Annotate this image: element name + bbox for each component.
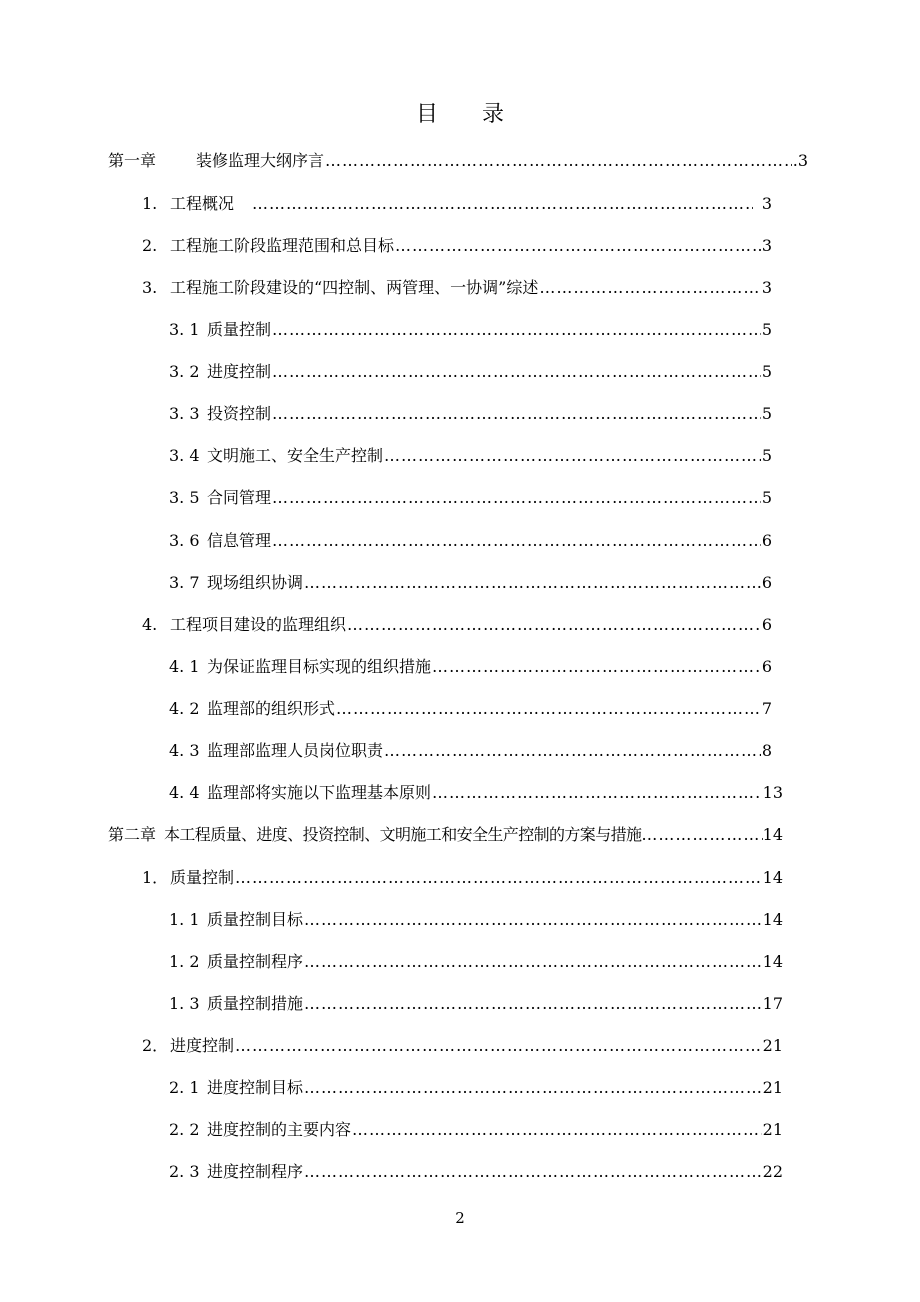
toc-entry-label: 监理部将实施以下监理基本原则 <box>207 783 432 802</box>
toc-entry-chapter-1[interactable] <box>108 150 808 172</box>
toc-entry-label: 文明施工、安全生产控制 <box>207 446 384 465</box>
toc-entry-label: 工程概况 <box>170 194 235 213</box>
toc-leader-dots <box>304 572 761 594</box>
toc-entry-page: 17 <box>762 994 783 1013</box>
toc-leader-dots <box>304 993 762 1015</box>
toc-entry-label: 本工程质量、进度、投资控制、文明施工和安全生产控制的方案与措施 <box>164 825 642 844</box>
toc-entry[interactable] <box>169 993 783 1015</box>
toc-entry-page: 3 <box>761 278 772 297</box>
toc-entry-number: 3. 3 <box>169 404 200 423</box>
toc-leader-dots <box>272 487 761 509</box>
toc-entry-label: 信息管理 <box>207 531 272 550</box>
toc-entry-number: 4. 4 <box>169 783 200 802</box>
toc-leader-dots <box>304 951 762 973</box>
toc-entry-number: 2． <box>142 1036 169 1055</box>
toc-title-char-2: 录 <box>482 102 505 127</box>
toc-entry-number: 4. <box>142 615 158 634</box>
toc-entry-label: 质量控制措施 <box>207 994 304 1013</box>
toc-entry-number: 1. <box>142 194 158 213</box>
toc-entry-page: 5 <box>761 488 772 507</box>
toc-entry[interactable] <box>142 193 772 215</box>
toc-entry-label: 进度控制程序 <box>207 1162 304 1181</box>
toc-leader-dots <box>384 445 761 467</box>
toc-entry[interactable] <box>142 235 772 257</box>
toc-entry[interactable] <box>169 319 772 341</box>
toc-entry-label: 装修监理大纲序言 <box>196 151 325 170</box>
toc-leader-dots <box>432 656 761 678</box>
toc-entry-number: 3. 6 <box>169 531 200 550</box>
toc-entry-label: 质量控制目标 <box>207 910 304 929</box>
toc-entry-label: 监理部监理人员岗位职责 <box>207 741 384 760</box>
toc-entry-label: 为保证监理目标实现的组织措施 <box>207 657 432 676</box>
toc-entry-page: 14 <box>762 868 783 887</box>
toc-entry-page: 22 <box>762 1162 783 1181</box>
toc-entry-number: 1. 3 <box>169 994 200 1013</box>
toc-entry-number: 2. 1 <box>169 1078 200 1097</box>
toc-entry-label: 进度控制的主要内容 <box>207 1120 352 1139</box>
toc-entry-page: 21 <box>762 1078 783 1097</box>
toc-entry-page: 3 <box>761 194 772 213</box>
toc-leader-dots <box>352 1119 762 1141</box>
toc-entry-number: 1. 2 <box>169 952 200 971</box>
toc-entry-number: 3. 2 <box>169 362 200 381</box>
toc-entry[interactable] <box>142 1035 783 1057</box>
toc-leader-dots <box>304 1161 762 1183</box>
toc-entry-page: 5 <box>761 446 772 465</box>
toc-entry-label: 质量控制 <box>207 320 272 339</box>
toc-entry[interactable] <box>142 867 783 889</box>
toc-entry-page: 5 <box>761 320 772 339</box>
toc-entry-label: 现场组织协调 <box>207 573 304 592</box>
toc-entry-label: 工程项目建设的监理组织 <box>170 615 347 634</box>
toc-entry[interactable] <box>169 782 783 804</box>
toc-leader-dots <box>539 277 760 299</box>
toc-entry-label: 进度控制 <box>207 362 272 381</box>
toc-entry-page: 6 <box>761 531 772 550</box>
toc-entry-number: 2. 2 <box>169 1120 200 1139</box>
toc-title-char-1: 目 <box>415 102 438 127</box>
toc-entry-page: 14 <box>762 825 783 844</box>
toc-entry-number: 3. 1 <box>169 320 200 339</box>
toc-entry-page: 14 <box>762 910 783 929</box>
toc-entry[interactable] <box>169 572 772 594</box>
page-number: 2 <box>455 1209 465 1227</box>
toc-entry[interactable] <box>142 614 772 636</box>
toc-entry-label: 监理部的组织形式 <box>207 699 336 718</box>
toc-entry-label: 合同管理 <box>207 488 272 507</box>
toc-entry-label: 进度控制目标 <box>207 1078 304 1097</box>
toc-entry-label: 工程施工阶段监理范围和总目标 <box>170 236 395 255</box>
toc-entry-number: 1． <box>142 868 169 887</box>
toc-entry[interactable] <box>169 1161 783 1183</box>
toc-entry[interactable] <box>169 656 772 678</box>
toc-entry-number: 3. 7 <box>169 573 200 592</box>
toc-entry[interactable] <box>169 445 772 467</box>
toc-entry-number: 第一章 <box>108 151 157 170</box>
toc-entry-label: 质量控制 <box>170 868 235 887</box>
toc-entry-label: 质量控制程序 <box>207 952 304 971</box>
toc-entry-number: 2. 3 <box>169 1162 200 1181</box>
toc-entry[interactable] <box>142 277 772 299</box>
toc-entry-number: 4. 3 <box>169 741 200 760</box>
toc-entry-number: 3. 4 <box>169 446 200 465</box>
toc-leader-dots <box>304 909 762 931</box>
toc-entry-page: .3 <box>792 151 808 170</box>
toc-entry-page: 14 <box>762 952 783 971</box>
toc-leader-dots <box>252 193 753 215</box>
toc-entry-page: 3 <box>761 236 772 255</box>
toc-entry-number: 3. <box>142 278 158 297</box>
toc-entry[interactable] <box>169 403 772 425</box>
toc-entry[interactable] <box>169 1077 783 1099</box>
toc-entry-page: 21 <box>762 1120 783 1139</box>
toc-leader-dots <box>432 782 762 804</box>
toc-entry-page: 6 <box>761 657 772 676</box>
toc-entry-number: 3. 5 <box>169 488 200 507</box>
toc-entry-page: 7 <box>761 699 772 718</box>
toc-entry-chapter-2[interactable] <box>108 824 783 846</box>
toc-entry[interactable] <box>169 487 772 509</box>
toc-leader-dots <box>325 150 792 172</box>
toc-entry-number: 第二章 <box>108 825 157 844</box>
toc-leader-dots <box>272 403 761 425</box>
toc-entry-page: 6 <box>761 615 772 634</box>
toc-entry[interactable] <box>169 361 772 383</box>
toc-entry-label: 工程施工阶段建设的“四控制、两管理、一协调”综述 <box>170 278 539 297</box>
toc-entry-page: 13 <box>762 783 783 802</box>
toc-entry[interactable] <box>169 698 772 720</box>
toc-leader-dots <box>235 867 762 889</box>
toc-entry-page: 5 <box>761 404 772 423</box>
toc-leader-dots <box>347 614 761 636</box>
toc-entry[interactable] <box>169 740 772 762</box>
toc-leader-dots <box>272 319 761 341</box>
toc-entry-number: 4. 1 <box>169 657 200 676</box>
toc-entry[interactable] <box>169 1119 783 1141</box>
toc-entry-number: 2. <box>142 236 158 255</box>
toc-leader-dots <box>304 1077 762 1099</box>
toc-entry-page: 5 <box>761 362 772 381</box>
toc-entry[interactable] <box>169 530 772 552</box>
toc-entry-number: 4. 2 <box>169 699 200 718</box>
toc-leader-dots <box>384 740 761 762</box>
toc-leader-dots <box>235 1035 762 1057</box>
toc-entry-page: 21 <box>762 1036 783 1055</box>
toc-entry-label: 进度控制 <box>170 1036 235 1055</box>
toc-entry-page: 8 <box>761 741 772 760</box>
toc-entry[interactable] <box>169 909 783 931</box>
toc-leader-dots <box>272 361 761 383</box>
toc-leader-dots <box>336 698 761 720</box>
toc-leader-dots <box>395 235 761 257</box>
toc-leader-dots <box>272 530 761 552</box>
toc-entry-page: 6 <box>761 573 772 592</box>
toc-leader-dots <box>641 824 762 846</box>
toc-entry-label: 投资控制 <box>207 404 272 423</box>
toc-entry[interactable] <box>169 951 783 973</box>
toc-entry-number: 1. 1 <box>169 910 200 929</box>
